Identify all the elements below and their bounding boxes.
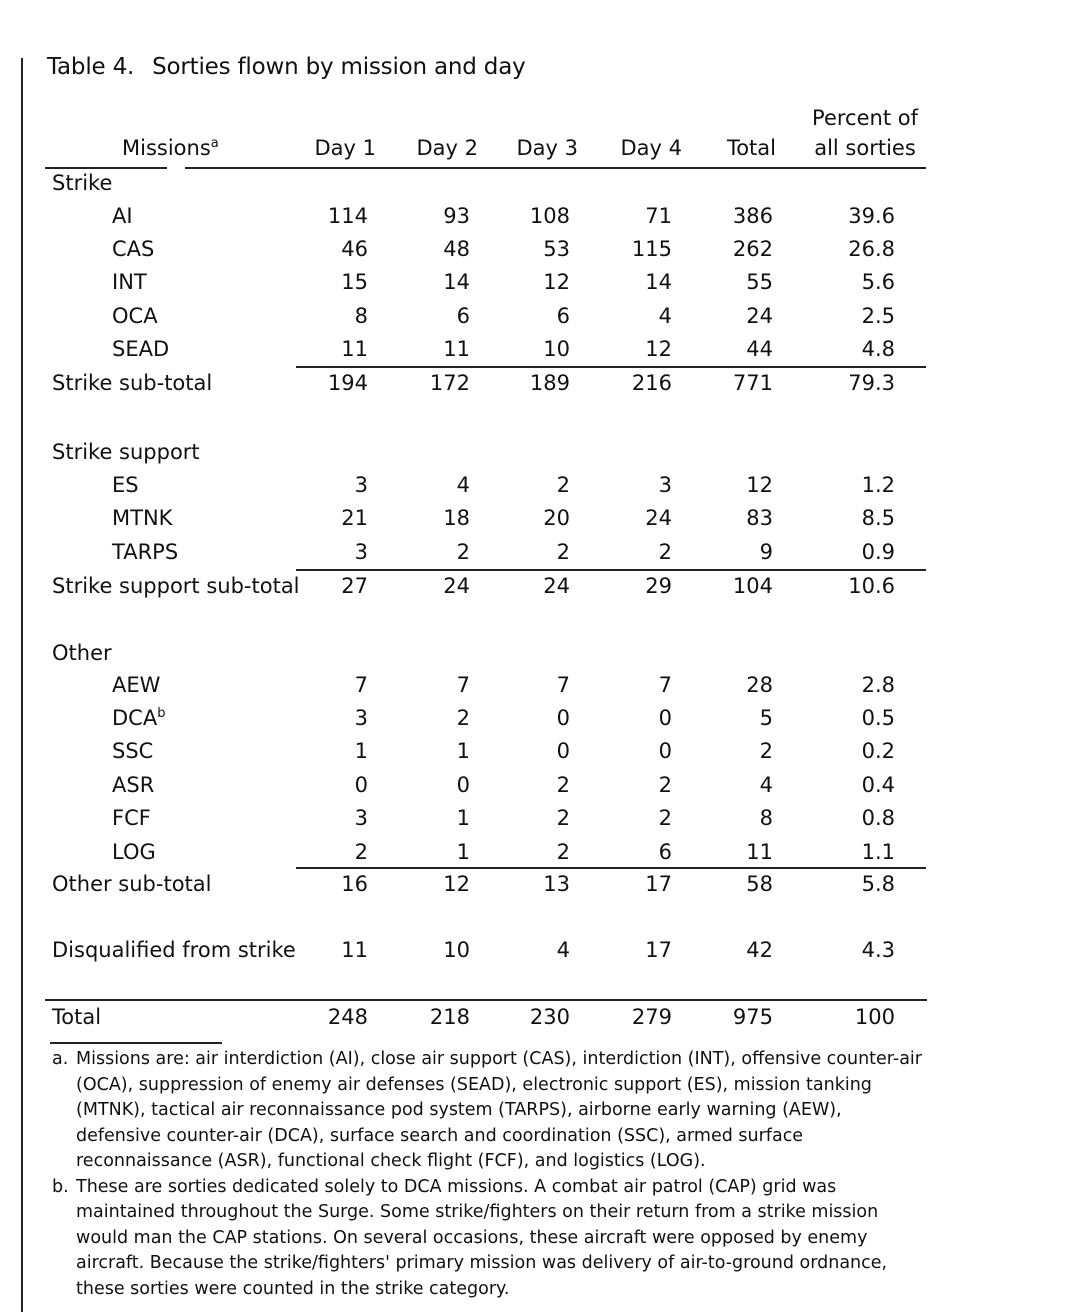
- table-row-d1: 3: [354, 706, 368, 730]
- table-row-label: ASR: [112, 773, 155, 797]
- table-row-d3: 12: [543, 270, 570, 294]
- disqualified-row-d1: 11: [341, 938, 368, 962]
- subtotal-row-d4: 216: [631, 371, 672, 395]
- column-header-percent-line2: all sorties: [814, 136, 916, 160]
- table-row-total: 11: [746, 840, 773, 864]
- table-row-d1: 7: [354, 673, 368, 697]
- footnote-label: b.: [52, 1176, 69, 1197]
- table-row-d3: 2: [556, 806, 570, 830]
- grand-total-row-d4: 279: [631, 1005, 672, 1029]
- table-row-pct: 39.6: [848, 204, 895, 228]
- table-row-d2: 2: [456, 540, 470, 564]
- subtotal-row-d1: 16: [341, 872, 368, 896]
- footnote-label: a.: [52, 1049, 69, 1069]
- table-row-label: INT: [112, 270, 147, 294]
- table-row-total: 8: [759, 806, 773, 830]
- table-row-d1: 3: [354, 540, 368, 564]
- subtotal-row-pct: 5.8: [861, 872, 895, 896]
- subtotal-rule: [296, 867, 926, 869]
- disqualified-row-total: 42: [746, 938, 773, 962]
- table-row-d3: 53: [543, 237, 570, 261]
- table-row-pct: 2.5: [861, 304, 895, 328]
- table-number: Table 4.: [47, 54, 135, 80]
- table-row-label: FCF: [112, 806, 151, 830]
- table-row-total: 5: [759, 706, 773, 730]
- subtotal-row-total: 104: [732, 574, 773, 598]
- table-row-d2: 1: [456, 739, 470, 763]
- table-caption: Sorties flown by mission and day: [152, 54, 526, 80]
- table-row-d3: 7: [556, 673, 570, 697]
- table-row-d4: 4: [658, 304, 672, 328]
- table-row-d1: 11: [341, 337, 368, 361]
- table-row-d2: 2: [456, 706, 470, 730]
- table-row-d4: 2: [658, 806, 672, 830]
- table-row-d4: 3: [658, 473, 672, 497]
- table-row-total: 9: [759, 540, 773, 564]
- disqualified-row-d4: 17: [645, 938, 672, 962]
- footnote-text: These are sorties dedicated solely to DCA missions. A combat air patrol (CAP) grid was maintained throughout the Surge. Some strike/fighters on their return from a strike mission would man the CAP stations. On several occasions, these aircraft were opposed by enemy aircraft. Because the strike/fighters' primary mission was delivery of air-to-ground ordnance, these sorties were counted in the strike category.: [76, 1176, 888, 1299]
- table-row-label: ES: [112, 473, 139, 497]
- subtotal-row-pct: 79.3: [848, 371, 895, 395]
- header-rule-right: [185, 167, 926, 169]
- subtotal-rule: [296, 366, 926, 368]
- disqualified-row-d2: 10: [443, 938, 470, 962]
- table-row-d3: 10: [543, 337, 570, 361]
- section-heading-other: Other: [52, 641, 112, 665]
- disqualified-row-label: Disqualified from strike: [52, 938, 296, 962]
- table-row-d4: 7: [658, 673, 672, 697]
- table-row-label: [112, 704, 165, 732]
- grand-total-row-pct: 100: [854, 1005, 895, 1029]
- table-row-total: 83: [746, 506, 773, 530]
- table-row-label: SSC: [112, 739, 154, 763]
- table-row-d2: 1: [456, 806, 470, 830]
- table-row-total: 44: [746, 337, 773, 361]
- subtotal-row-pct: 10.6: [848, 574, 895, 598]
- subtotal-row-label: Other sub-total: [52, 872, 212, 896]
- footnote-a: [52, 1047, 932, 1175]
- table-row-d4: 12: [645, 337, 672, 361]
- section-heading-support: Strike support: [52, 440, 200, 464]
- grand-total-row-label: Total: [52, 1005, 102, 1029]
- column-header-total: Total: [726, 136, 776, 160]
- table-row-d2: 1: [456, 840, 470, 864]
- table-row-total: 28: [746, 673, 773, 697]
- subtotal-row-d4: 17: [645, 872, 672, 896]
- table-row-d2: 93: [443, 204, 470, 228]
- table-row-d1: 21: [341, 506, 368, 530]
- subtotal-row-d1: 27: [341, 574, 368, 598]
- disqualified-row-pct: 4.3: [861, 938, 895, 962]
- table-row-d4: 24: [645, 506, 672, 530]
- subtotal-row-d3: 24: [543, 574, 570, 598]
- table-row-d3: 2: [556, 540, 570, 564]
- footnote-marker-a: a: [210, 136, 219, 151]
- table-row-d2: 6: [456, 304, 470, 328]
- table-row-d3: 2: [556, 473, 570, 497]
- table-row-pct: 26.8: [848, 237, 895, 261]
- table-row-pct: 0.5: [861, 706, 895, 730]
- table-row-pct: 5.6: [861, 270, 895, 294]
- table-row-label: TARPS: [112, 540, 179, 564]
- subtotal-row-d4: 29: [645, 574, 672, 598]
- subtotal-rule: [296, 569, 926, 571]
- column-header-day2: Day 2: [416, 136, 478, 160]
- subtotal-row-d2: 24: [443, 574, 470, 598]
- table-row-d1: 8: [354, 304, 368, 328]
- grand-total-row-d1: 248: [327, 1005, 368, 1029]
- table-row-label: OCA: [112, 304, 158, 328]
- table-row-d4: 71: [645, 204, 672, 228]
- table-row-pct: 2.8: [861, 673, 895, 697]
- mission-text: DCA: [112, 706, 158, 730]
- subtotal-row-label: Strike sub-total: [52, 371, 213, 395]
- table-row-label: AI: [112, 204, 133, 228]
- grand-total-row-d3: 230: [529, 1005, 570, 1029]
- table-row-total: 12: [746, 473, 773, 497]
- table-row-d2: 18: [443, 506, 470, 530]
- table-row-total: 4: [759, 773, 773, 797]
- subtotal-row-d2: 172: [429, 371, 470, 395]
- table-row-d3: 2: [556, 840, 570, 864]
- subtotal-row-d2: 12: [443, 872, 470, 896]
- table-row-d3: 0: [556, 706, 570, 730]
- subtotal-row-total: 771: [732, 371, 773, 395]
- subtotal-row-label: Strike support sub-total: [52, 574, 300, 598]
- table-row-d3: 0: [556, 739, 570, 763]
- table-row-total: 262: [732, 237, 773, 261]
- table-row-d1: 46: [341, 237, 368, 261]
- table-row-pct: 1.1: [861, 840, 895, 864]
- footnotes: [52, 1047, 932, 1302]
- table-row-total: 386: [732, 204, 773, 228]
- table-row-d1: 2: [354, 840, 368, 864]
- table-row-total: 55: [746, 270, 773, 294]
- table-row-total: 2: [759, 739, 773, 763]
- table-row-label: MTNK: [112, 506, 173, 530]
- table-row-d1: 114: [327, 204, 368, 228]
- footnote-rule: [50, 1042, 222, 1044]
- table-row-d4: 0: [658, 706, 672, 730]
- table-row-d3: 6: [556, 304, 570, 328]
- table-row-d1: 0: [354, 773, 368, 797]
- table-row-d2: 11: [443, 337, 470, 361]
- left-margin-rule: [21, 58, 23, 1312]
- table-row-d2: 14: [443, 270, 470, 294]
- table-row-pct: 1.2: [861, 473, 895, 497]
- footnote-marker-b: b: [157, 706, 166, 721]
- table-row-pct: 0.4: [861, 773, 895, 797]
- subtotal-row-d1: 194: [327, 371, 368, 395]
- grand-total-row-d2: 218: [429, 1005, 470, 1029]
- grand-total-row-total: 975: [732, 1005, 773, 1029]
- section-heading-strike: Strike: [52, 171, 113, 195]
- footnote-b: [52, 1175, 932, 1303]
- footnote-text: Missions are: air interdiction (AI), close air support (CAS), interdiction (INT), offensive counter-air (OCA), suppression of enemy air defenses (SEAD), electronic support (ES), mission tanking (MTNK), tactical air reconnaissance pod system (TARPS), airborne early warning (AEW), defensive counter-air (DCA), surface search and coordination (SSC), armed surface reconnaissance (ASR), functional check flight (FCF), and logistics (LOG).: [76, 1049, 922, 1171]
- table-row-pct: 0.2: [861, 739, 895, 763]
- table-row-pct: 0.9: [861, 540, 895, 564]
- table-row-pct: 0.8: [861, 806, 895, 830]
- table-row-d1: 1: [354, 739, 368, 763]
- table-row-d4: 6: [658, 840, 672, 864]
- column-header-missions: [122, 134, 219, 163]
- column-header-day1: Day 1: [314, 136, 376, 160]
- table-row-d2: 48: [443, 237, 470, 261]
- table-row-label: CAS: [112, 237, 155, 261]
- table-row-total: 24: [746, 304, 773, 328]
- table-row-d1: 3: [354, 806, 368, 830]
- table-row-label: LOG: [112, 840, 156, 864]
- table-row-d2: 7: [456, 673, 470, 697]
- table-row-label: SEAD: [112, 337, 170, 361]
- table-title: [47, 54, 526, 80]
- column-header-day4: Day 4: [620, 136, 682, 160]
- table-row-d2: 0: [456, 773, 470, 797]
- column-header-day3: Day 3: [516, 136, 578, 160]
- subtotal-row-total: 58: [746, 872, 773, 896]
- table-row-d4: 14: [645, 270, 672, 294]
- subtotal-row-d3: 189: [529, 371, 570, 395]
- table-row-label: AEW: [112, 673, 161, 697]
- missions-header-text: Missions: [122, 136, 211, 160]
- table-row-pct: 4.8: [861, 337, 895, 361]
- total-rule: [45, 999, 927, 1001]
- table-row-d4: 2: [658, 540, 672, 564]
- table-row-d4: 2: [658, 773, 672, 797]
- table-row-d4: 0: [658, 739, 672, 763]
- table-row-d3: 108: [529, 204, 570, 228]
- subtotal-row-d3: 13: [543, 872, 570, 896]
- column-header-percent-line1: Percent of: [812, 106, 918, 130]
- table-row-pct: 8.5: [861, 506, 895, 530]
- table-row-d3: 20: [543, 506, 570, 530]
- disqualified-row-d3: 4: [556, 938, 570, 962]
- table-row-d3: 2: [556, 773, 570, 797]
- table-row-d1: 15: [341, 270, 368, 294]
- table-row-d2: 4: [456, 473, 470, 497]
- table-row-d4: 115: [631, 237, 672, 261]
- table-row-d1: 3: [354, 473, 368, 497]
